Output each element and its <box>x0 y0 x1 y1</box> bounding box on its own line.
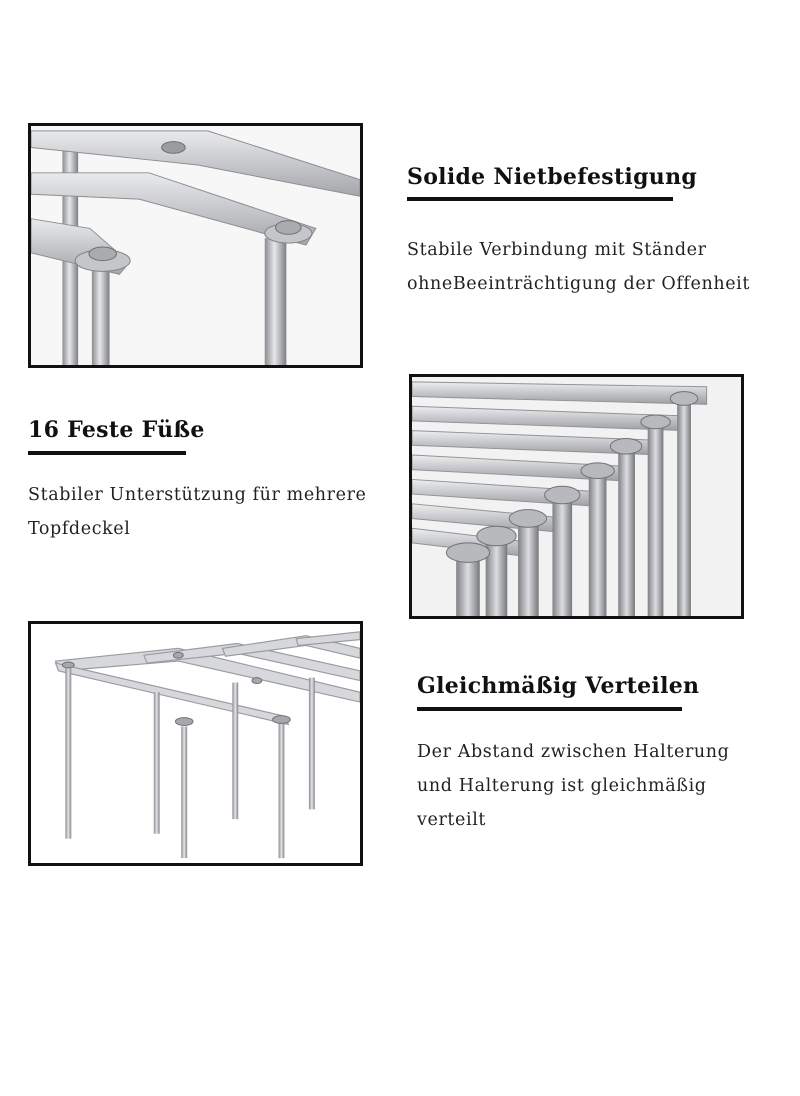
section-2-title: 16 Feste Füße <box>28 417 205 443</box>
section-2-description <box>28 478 367 546</box>
feet-row-photo <box>409 374 744 619</box>
rivet-closeup-illustration <box>31 126 360 365</box>
section-2-title-underline <box>28 451 186 455</box>
section-2-line-1: Stabiler Unterstützung für mehrere <box>28 485 367 505</box>
section-1-line-1: Stabile Verbindung mit Ständer <box>407 240 707 260</box>
section-2-line-2: Topfdeckel <box>28 519 131 539</box>
rivet-closeup-photo <box>28 123 363 368</box>
section-3-line-3: verteilt <box>417 810 487 830</box>
feet-row-illustration <box>412 377 741 616</box>
section-3-line-2: und Halterung ist gleichmäßig <box>417 776 707 796</box>
section-1-line-2: ohneBeeinträchtigung der Offenheit <box>407 274 750 294</box>
rack-overview-photo <box>28 621 363 866</box>
section-1-title-underline <box>407 197 673 201</box>
section-1-title: Solide Nietbefestigung <box>407 164 698 190</box>
section-3-description <box>417 735 729 837</box>
section-3-title: Gleichmäßig Verteilen <box>417 673 700 699</box>
section-3-title-underline <box>417 707 682 711</box>
section-3-line-1: Der Abstand zwischen Halterung <box>417 742 730 762</box>
section-1-description <box>407 233 750 301</box>
rack-overview-illustration <box>31 624 360 863</box>
